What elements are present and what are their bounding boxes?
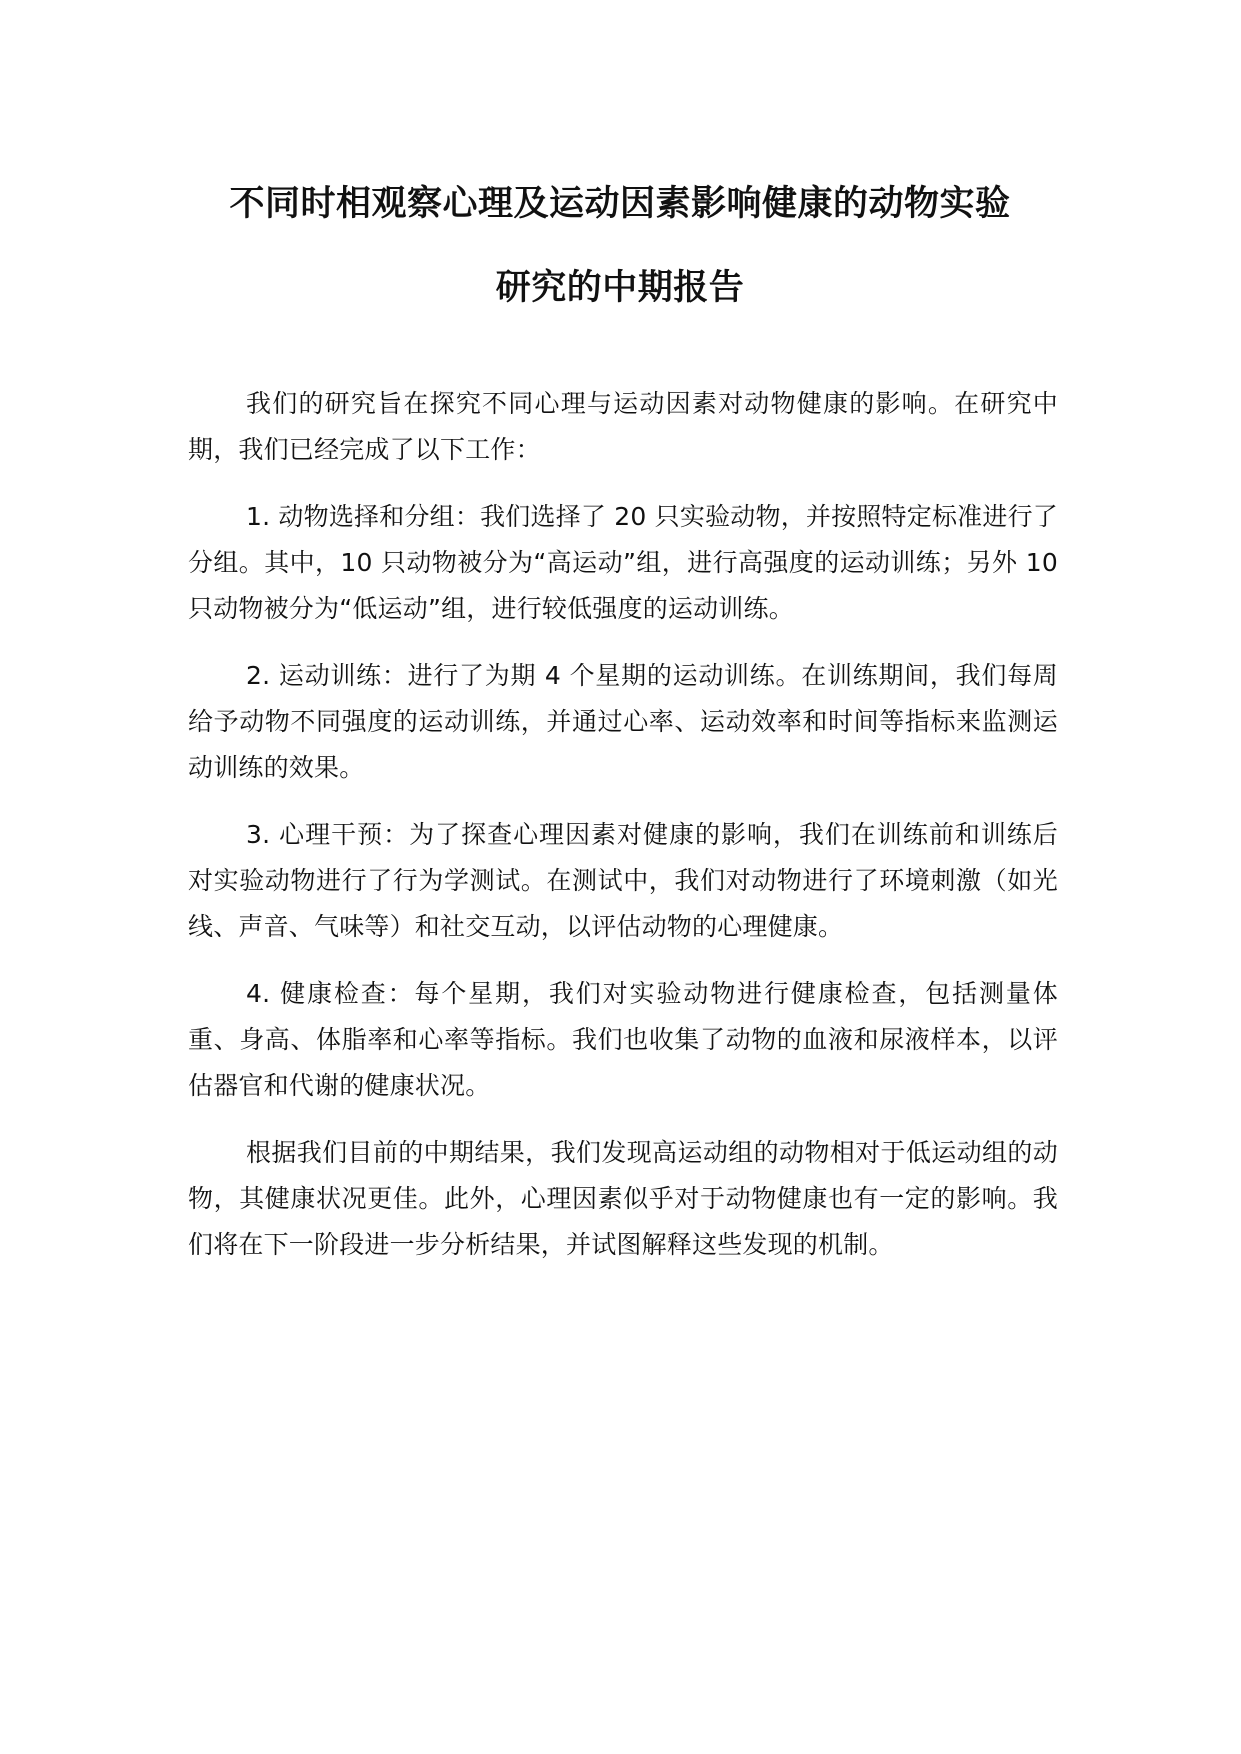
item-animal-selection-paragraph: 1. 动物选择和分组：我们选择了 20 只实验动物，并按照特定标准进行了分组。其中，10 只动物被分为“高运动”组，进行高强度的运动训练；另外 10 只动物被分为“低运动”组，进行较低强度的运动训练。 — [188, 502, 1058, 623]
document-title-line-2: 研究的中期报告 — [495, 268, 745, 308]
item-health-check-paragraph: 4. 健康检查：每个星期，我们对实验动物进行健康检查，包括测量体重、身高、体脂率和心率等指标。我们也收集了动物的血液和尿液样本，以评估器官和代谢的健康状况。 — [188, 979, 1058, 1100]
item-exercise-training-paragraph: 2. 运动训练：进行了为期 4 个星期的运动训练。在训练期间，我们每周给予动物不同强度的运动训练，并通过心率、运动效率和时间等指标来监测运动训练的效果。 — [188, 661, 1058, 782]
document-title-line-1: 不同时相观察心理及运动因素影响健康的动物实验 — [229, 184, 1011, 224]
intro-paragraph: 我们的研究旨在探究不同心理与运动因素对动物健康的影响。在研究中期，我们已经完成了以下工作： — [188, 389, 1058, 464]
conclusion-paragraph: 根据我们目前的中期结果，我们发现高运动组的动物相对于低运动组的动物，其健康状况更佳。此外，心理因素似乎对于动物健康也有一定的影响。我们将在下一阶段进一步分析结果，并试图解释这些发现的机制。 — [188, 1138, 1058, 1259]
document-body — [188, 381, 1058, 1289]
item-psychological-intervention-paragraph: 3. 心理干预：为了探查心理因素对健康的影响，我们在训练前和训练后对实验动物进行了行为学测试。在测试中，我们对动物进行了环境刺激（如光线、声音、气味等）和社交互动，以评估动物的心理健康。 — [188, 820, 1058, 941]
